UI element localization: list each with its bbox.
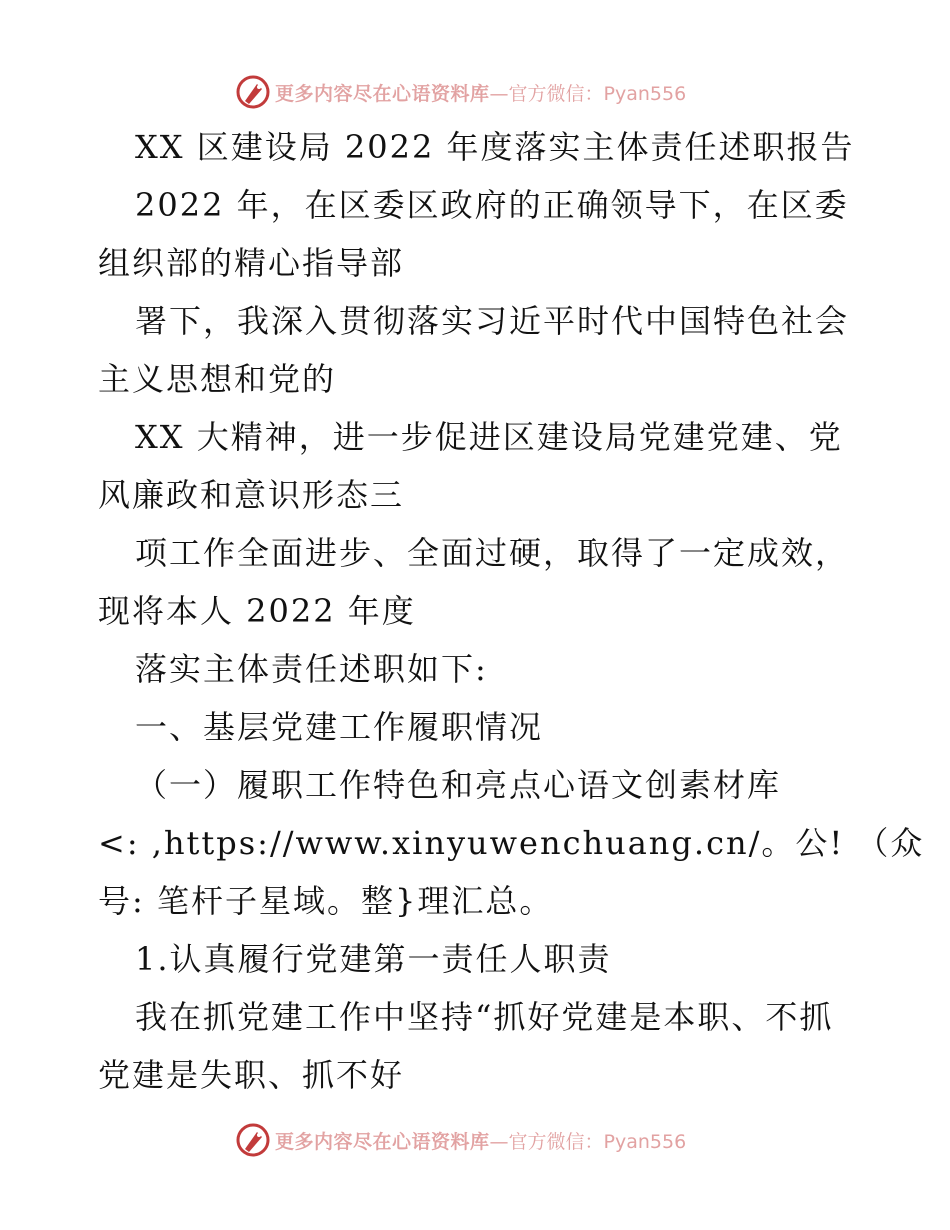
paragraph-line: 号: 笔杆子星域。整}理汇总。	[98, 882, 554, 920]
watermark-contact-text: —官方微信：Pyan556	[489, 82, 687, 105]
paragraph-line: 主义思想和党的	[98, 360, 337, 398]
numbered-heading: 1.认真履行党建第一责任人职责	[135, 940, 612, 978]
watermark-brand-text: 更多内容尽在心语资料库	[275, 82, 490, 105]
paragraph-line: 2022 年，在区委区政府的正确领导下，在区委	[135, 186, 849, 224]
section-heading: 一、基层党建工作履职情况	[135, 708, 544, 746]
header-watermark-banner	[235, 72, 686, 112]
paragraph-line: 项工作全面进步、全面过硬，取得了一定成效，	[135, 534, 850, 572]
document-title: XX 区建设局 2022 年度落实主体责任述职报告	[135, 128, 855, 166]
paragraph-line: 署下，我深入贯彻落实习近平时代中国特色社会	[135, 302, 850, 340]
paragraph-line: 现将本人 2022 年度	[98, 592, 416, 630]
document-body	[98, 118, 925, 1104]
paragraph-line: 我在抓党建工作中坚持“抓好党建是本职、不抓	[135, 998, 834, 1036]
watermark-contact-text: —官方微信：Pyan556	[489, 1130, 687, 1153]
paragraph-line: 风廉政和意识形态三	[98, 476, 405, 514]
subsection-heading: （一）履职工作特色和亮点心语文创素材库	[135, 766, 782, 804]
paragraph-line: 组织部的精心指导部	[98, 244, 405, 282]
pen-logo-icon	[235, 1122, 271, 1158]
pen-logo-icon	[235, 74, 271, 110]
paragraph-line: XX 大精神，进一步促进区建设局党建党建、党	[135, 418, 843, 456]
paragraph-line: 落实主体责任述职如下:	[135, 650, 488, 688]
footer-watermark-banner	[235, 1120, 686, 1160]
paragraph-line: 党建是失职、抓不好	[98, 1056, 405, 1094]
paragraph-line: <: ,https://www.xinyuwenchuang.cn/。公! （众	[98, 824, 925, 862]
watermark-brand-text: 更多内容尽在心语资料库	[275, 1130, 490, 1153]
